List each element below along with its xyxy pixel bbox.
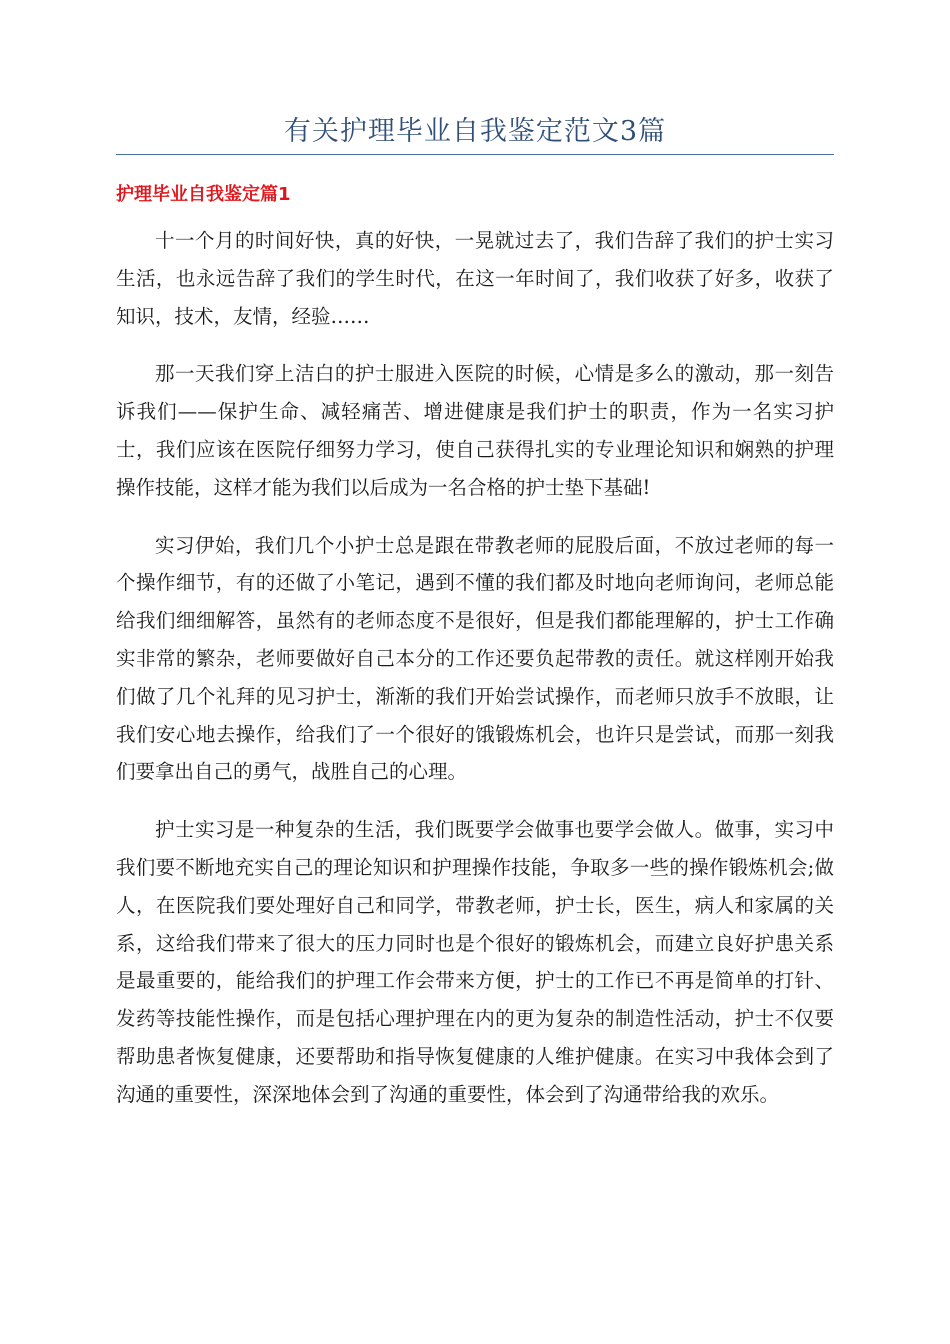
title-underline	[116, 154, 834, 155]
paragraph-1: 十一个月的时间好快，真的好快，一晃就过去了，我们告辞了我们的护士实习生活，也永远告辞了我们的学生时代，在这一年时间了，我们收获了好多，收获了知识，技术，友情，经验……	[116, 229, 834, 328]
document-title: 有关护理毕业自我鉴定范文3篇	[283, 116, 667, 147]
body-text	[116, 222, 834, 1134]
paragraph-2: 那一天我们穿上洁白的护士服进入医院的时候，心情是多么的激动，那一刻告诉我们——保护生命、减轻痛苦、增进健康是我们护士的职责，作为一名实习护士，我们应该在医院仔细努力学习，使自己获得扎实的专业理论知识和娴熟的护理操作技能，这样才能为我们以后成为一名合格的护士垫下基础!	[116, 362, 834, 499]
section-heading: 护理毕业自我鉴定篇1	[116, 184, 291, 205]
paragraph-4: 护士实习是一种复杂的生活，我们既要学会做事也要学会做人。做事，实习中我们要不断地充实自己的理论知识和护理操作技能，争取多一些的操作锻炼机会;做人，在医院我们要处理好自己和同学，带教老师，护士长，医生，病人和家属的关系，这给我们带来了很大的压力同时也是个很好的锻炼机会，而建立良好护患关系是最重要的，能给我们的护理工作会带来方便，护士的工作已不再是简单的打针、发药等技能性操作，而是包括心理护理在内的更为复杂的制造性活动，护士不仅要帮助患者恢复健康，还要帮助和指导恢复健康的人维护健康。在实习中我体会到了沟通的重要性，深深地体会到了沟通的重要性，体会到了沟通带给我的欢乐。	[116, 818, 834, 1106]
paragraph-3: 实习伊始，我们几个小护士总是跟在带教老师的屁股后面，不放过老师的每一个操作细节，有的还做了小笔记，遇到不懂的我们都及时地向老师询问，老师总能给我们细细解答，虽然有的老师态度不是很好，但是我们都能理解的，护士工作确实非常的繁杂，老师要做好自己本分的工作还要负起带教的责任。就这样刚开始我们做了几个礼拜的见习护士，渐渐的我们开始尝试操作，而老师只放手不放眼，让我们安心地去操作，给我们了一个很好的饿锻炼机会，也许只是尝试，而那一刻我们要拿出自己的勇气，战胜自己的心理。	[116, 533, 834, 784]
